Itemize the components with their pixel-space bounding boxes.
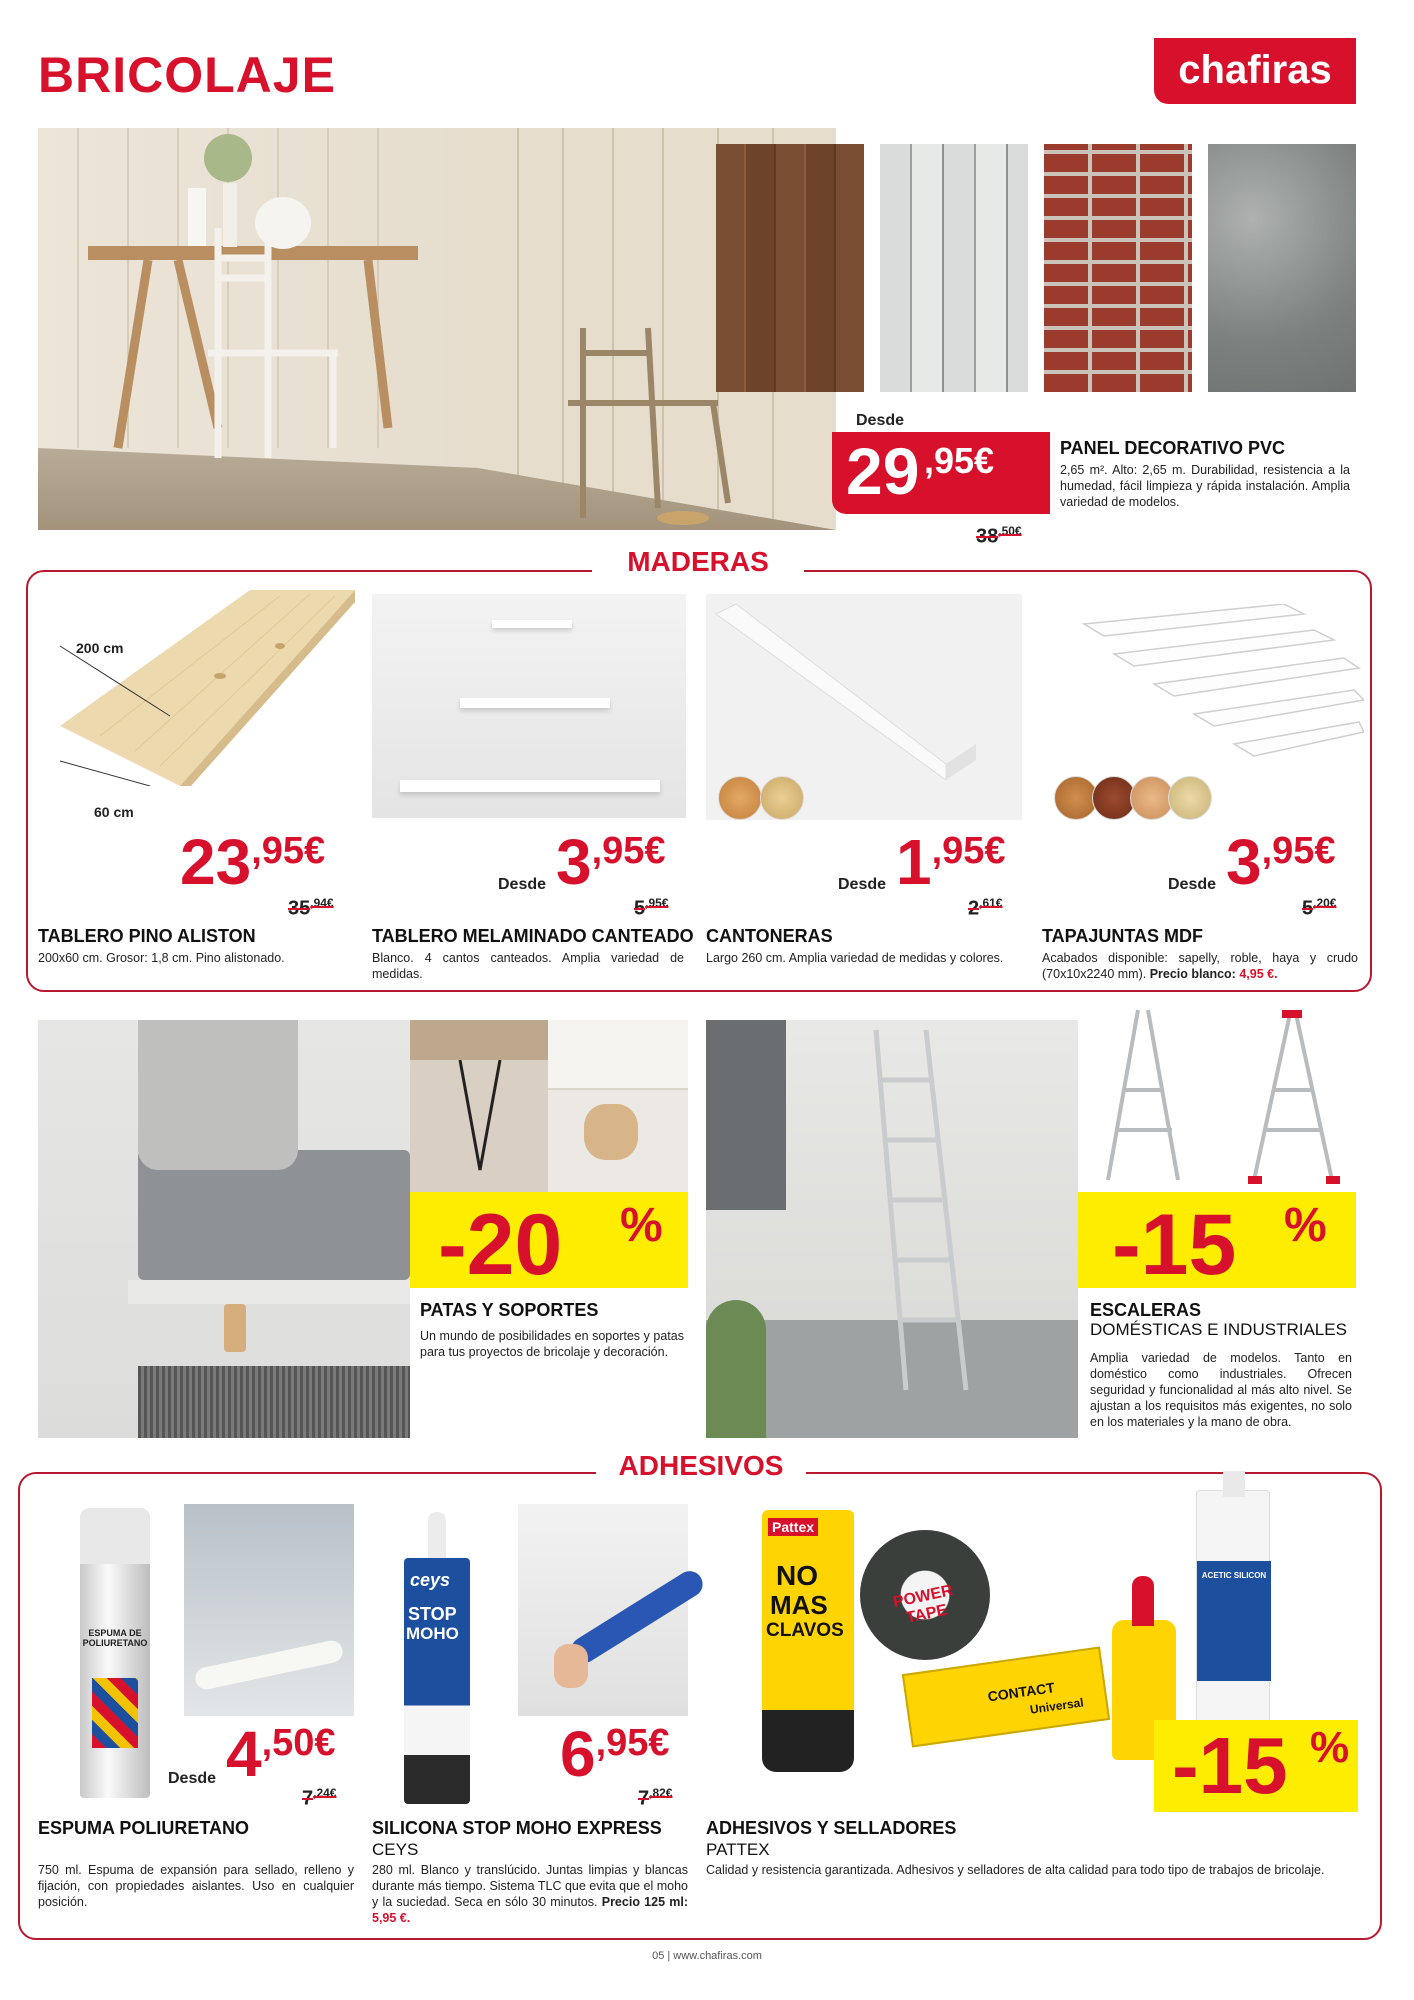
hero-price-dec: ,95€ <box>924 440 995 481</box>
maderas-name-2: TABLERO MELAMINADO CANTEADO <box>372 926 694 946</box>
hero-product-name: PANEL DECORATIVO PVC <box>1060 438 1286 458</box>
promo-1-desc: Un mundo de posibilidades en soportes y patas para tus proyectos de bricolaje y decoración. <box>420 1329 684 1359</box>
adhesivos-desc-2-bold: Precio 125 ml: <box>601 1895 688 1909</box>
promo-2-name: ESCALERAS <box>1090 1300 1202 1320</box>
maderas-name-3: CANTONERAS <box>706 926 833 946</box>
pattex-discount-box <box>1154 1720 1358 1812</box>
adhesivos-desc-2-red: 5,95 €. <box>372 1911 411 1925</box>
promo-1-discount-sign: % <box>620 1199 663 1252</box>
maderas-price-4: $3^{,95€}$ <box>1226 826 1336 898</box>
adhesivos-name-3: ADHESIVOS Y SELLADORES <box>706 1818 957 1838</box>
adhesivos-name-2: SILICONA STOP MOHO EXPRESS <box>372 1818 662 1838</box>
ceys-brand-label: ceys <box>410 1570 451 1590</box>
swatch-light-oak <box>718 776 762 820</box>
adhesivos-desc-3: Calidad y resistencia garantizada. Adhesivos y selladores de alta calidad para todo tipo de trabajos de bricolaje. <box>706 1863 1325 1877</box>
pattex-discount-value: -15 <box>1172 1721 1288 1810</box>
hero-price-int: 29 <box>846 434 920 508</box>
panel-swatch-brick <box>1044 144 1192 392</box>
adhesivos-desc-2: 280 ml. Blanco y translúcido. Juntas limpias y blancas durante más tiempo. Sistema TLC que evita que el moho y la suciedad. Seca en sólo 30 minutos. Precio 125 ml: 5,95 €. <box>372 1863 688 1925</box>
maderas-old-price-2: $5^{,95€}$ <box>634 896 669 920</box>
page-footer[interactable]: 05 | www.chafiras.com <box>652 1950 762 1962</box>
pattex-silicon-label: ACETIC SILICON <box>1201 1571 1267 1580</box>
maderas-price-2: $3^{,95€}$ <box>556 826 666 898</box>
promo-2-desc: Amplia variedad de modelos. Tanto en doméstico como industriales. Ofrecen seguridad y funcionalidad al más alto nivel. Se ajustan a los requisitos más exigentes, no solo en los materiales y la mano de obra. <box>1090 1351 1352 1429</box>
promo-2-discount-value: -15 <box>1112 1197 1237 1293</box>
adhesivos-price-2: $6^{,95€}$ <box>560 1718 670 1790</box>
promo-2-discount-box <box>1078 1192 1356 1293</box>
round-leg-photo <box>548 1020 688 1192</box>
pattex-power-tape <box>860 1530 990 1660</box>
pattex-nomasclavos-tube <box>762 1510 854 1772</box>
page-title: BRICOLAJE <box>38 47 336 103</box>
adhesivos-sub-3: PATTEX <box>706 1840 770 1859</box>
adhesivos-sub-2: CEYS <box>372 1840 419 1859</box>
maderas-desc-3: Largo 260 cm. Amplia variedad de medidas y colores. <box>706 951 1004 965</box>
maderas-old-price-3: $2^{,61€}$ <box>968 896 1003 920</box>
ceys-stop-label: STOP <box>408 1604 457 1624</box>
promo-1-discount-box <box>410 1192 688 1293</box>
pattex-silicone-cartridge <box>1196 1490 1270 1750</box>
adhesivos-price-1: $4^{,50€}$ <box>226 1718 336 1790</box>
pattex-discount-sign: % <box>1310 1723 1350 1772</box>
promo-1-discount-value: -20 <box>438 1197 563 1293</box>
promo-1-name: PATAS Y SOPORTES <box>420 1300 599 1320</box>
silicone-application-photo <box>518 1504 688 1716</box>
pattex-nmc-line1: NO <box>776 1560 818 1591</box>
adhesivos-name-1: ESPUMA POLIURETANO <box>38 1818 250 1838</box>
dimension-width-label: 60 cm <box>94 804 134 820</box>
swatch-beech <box>760 776 804 820</box>
foam-can-image <box>80 1508 150 1798</box>
maderas-desde-2: Desde <box>498 876 547 893</box>
panel-swatch-dark-wood <box>716 144 864 392</box>
adhesivos-old-price-2: $7^{,82€}$ <box>638 1786 673 1810</box>
maderas-price-1: $23^{,95€}$ <box>180 826 326 898</box>
ceys-moho-label: MOHO <box>406 1624 459 1643</box>
hero-product-desc: 2,65 m². Alto: 2,65 m. Durabilidad, resistencia a la humedad, fácil limpieza y rápida instalación. Amplia variedad de modelos. <box>1060 463 1350 509</box>
foam-application-photo <box>184 1504 354 1716</box>
brand-logo[interactable]: chafiras <box>1154 38 1356 104</box>
promo-2-discount-sign: % <box>1284 1199 1327 1252</box>
maderas-desc-4-bold: Precio blanco: <box>1149 967 1236 981</box>
panel-swatch-concrete <box>1208 144 1356 392</box>
maderas-old-price-1: $35^{,94€}$ <box>288 896 334 920</box>
ladder-domestic-photo <box>1078 1000 1218 1192</box>
maderas-desc-4-red: 4,95 €. <box>1239 967 1278 981</box>
maderas-desc-1: 200x60 cm. Grosor: 1,8 cm. Pino alistonado. <box>38 951 285 965</box>
dimension-length-label: 200 cm <box>76 640 124 656</box>
panel-swatch-white-wood <box>880 144 1028 392</box>
maderas-desc-4: Acabados disponible: sapelly, roble, haya y crudo (70x10x2240 mm). Precio blanco: 4,95 €. <box>1042 951 1358 981</box>
pattex-nmc-line3: CLAVOS <box>766 1620 844 1641</box>
ladder-industrial-photo <box>1218 1000 1362 1192</box>
pattex-logo-1: Pattex <box>768 1518 818 1536</box>
sofa-legs-photo <box>38 1020 410 1438</box>
maderas-old-price-4: $5^{,20€}$ <box>1302 896 1337 920</box>
pine-board-image <box>40 586 360 786</box>
hairpin-leg-photo <box>410 1020 548 1192</box>
foam-can-label: ESPUMA DE POLIURETANO <box>82 1628 148 1648</box>
man-ladder-photo <box>706 1020 1078 1438</box>
adhesivos-section-title: ADHESIVOS <box>596 1450 806 1482</box>
hero-desde-label: Desde <box>856 412 905 429</box>
hero-price-box <box>832 432 1050 514</box>
adhesivos-old-price-1: $7^{,24€}$ <box>302 1786 337 1810</box>
maderas-name-4: TAPAJUNTAS MDF <box>1042 926 1203 946</box>
pattex-nmc-line2: MAS <box>770 1590 828 1620</box>
adhesivos-desde-1: Desde <box>168 1770 217 1787</box>
maderas-desde-4: Desde <box>1168 876 1217 893</box>
pattex-power-tape-label: POWER TAPE <box>891 1582 955 1627</box>
swatch-crudo <box>1168 776 1212 820</box>
maderas-name-1: TABLERO PINO ALISTON <box>38 926 256 946</box>
maderas-desc-2: Blanco. 4 cantos canteados. Amplia variedad de medidas. <box>372 951 684 981</box>
promo-2-subtitle: DOMÉSTICAS E INDUSTRIALES <box>1090 1320 1347 1339</box>
maderas-section-title: MADERAS <box>592 546 804 578</box>
melamine-shelves-image <box>372 594 686 818</box>
ceys-cartridge-image <box>404 1512 470 1804</box>
maderas-price-3: $1^{,95€}$ <box>896 826 1006 898</box>
pattex-contact-label: CONTACT <box>986 1679 1056 1705</box>
adhesivos-desc-1: 750 ml. Espuma de expansión para sellado, relleno y fijación, con propiedades aislantes. Uso en cualquier posición. <box>38 1863 354 1909</box>
pattex-universal-label: Universal <box>1029 1695 1085 1717</box>
maderas-desde-3: Desde <box>838 876 887 893</box>
mdf-trim-image <box>1054 604 1364 784</box>
hero-old-price: $38^{,50€}$ <box>976 524 1022 548</box>
